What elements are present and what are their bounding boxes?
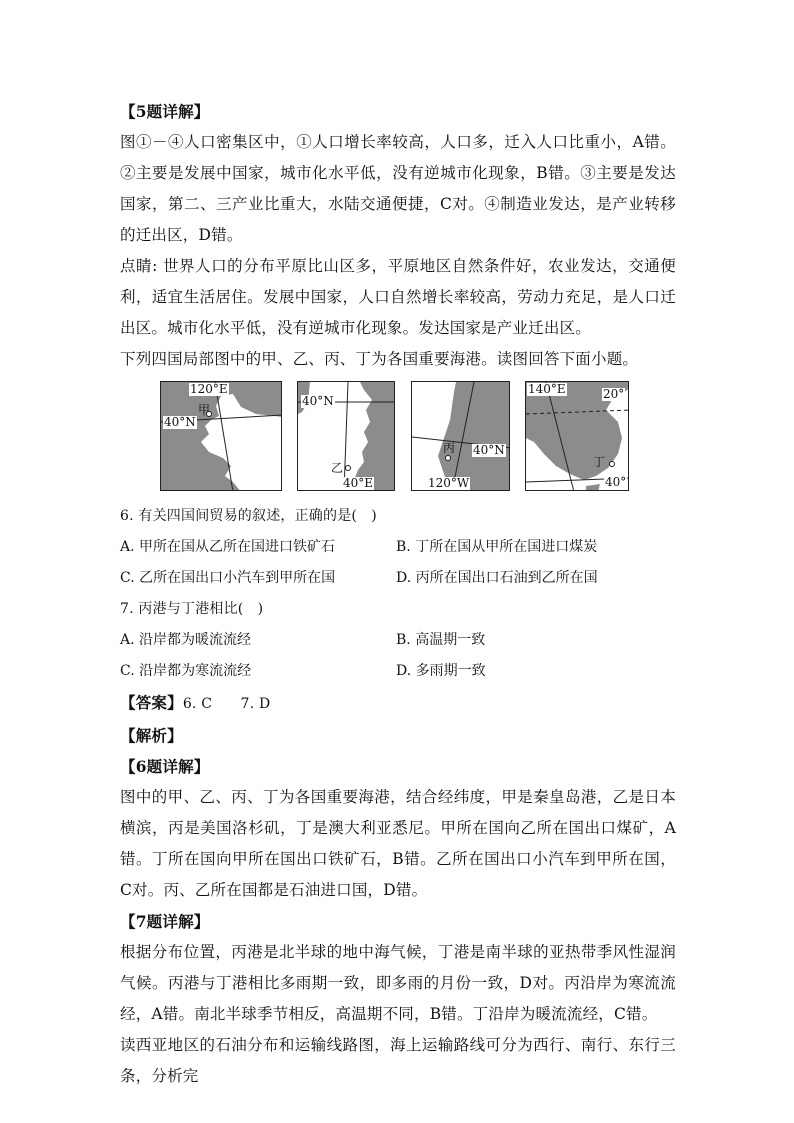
map3-lon-label: 120°W [428,476,470,490]
four-maps-figure [160,381,676,493]
map1-port-label: 甲 [198,403,211,417]
q6-stem: 6. 有关四国间贸易的叙述，正确的是( ) [120,508,377,524]
q7-option-a: A. 沿岸都为暖流流经 [120,632,252,648]
map2-lat-label: 40°N [302,394,334,408]
map4-lat1-label: 20° [603,387,625,401]
q7-options-row2 [120,656,676,687]
map4-lat2-label: 40° [605,475,627,489]
map4-lon-label: 140°E [528,382,566,396]
q6-option-d: D. 丙所在国出口石油到乙所在国 [396,570,598,586]
map3-lat-label: 40°N [473,443,505,457]
sec7-body: 根据分布位置，丙港是北半球的地中海气候，丁港是南半球的亚热带季风性湿润气候。丙港与丁港相比多雨期一致，即多雨的月份一致，D对。丙沿岸为寒流流经，A错。南北半球季节相反，高温期不同，B错。丁沿岸为暖流流经，C错。 [120,943,676,1023]
question-intro: 下列四国局部图中的甲、乙、丙、丁为各国重要海港。读图回答下面小题。 [120,350,639,368]
q6-options-row2 [120,563,676,594]
sec5-body: 图①－④人口密集区中，①人口增长率较高，人口多，迁入人口比重小，A错。②主要是发展中国家，城市化水平低，没有逆城市化现象，B错。③主要是发达国家，第二、三产业比重大，水陆交通便捷，C对。④制造业发达，是产业转移的迁出区，D错。 [120,133,676,244]
q7-options-row1 [120,625,676,656]
q6-option-b: B. 丁所在国从甲所在国进口煤炭 [396,539,598,555]
document-page [120,96,676,1092]
last-line: 读西亚地区的石油分布和运输线路图，海上运输路线可分为西行、南行、东行三条，分析完 [120,1036,676,1085]
map-yi [297,381,395,491]
q7-option-b: B. 高温期一致 [396,632,486,648]
map-ding [525,381,629,491]
jiexi-title: 【解析】 [120,726,183,745]
sec6-body: 图中的甲、乙、丙、丁为各国重要海港，结合经纬度，甲是秦皇岛港，乙是日本横滨，丙是美国洛杉矶，丁是澳大利亚悉尼。甲所在国向乙所在国出口煤矿，A错。丁所在国向甲所在国出口铁矿石，B错。乙所在国出口小汽车到甲所在国，C对。丙、乙所在国都是石油进口国，D错。 [120,788,676,899]
q6-options-row1 [120,532,676,563]
map4-port-label: 丁 [593,455,606,469]
map1-lat-label: 40°N [164,415,196,429]
q7-option-c: C. 沿岸都为寒流流经 [120,663,252,679]
sec5-title: 【5题详解】 [120,102,210,121]
map-bing [411,381,510,491]
q6-option-a: A. 甲所在国从乙所在国进口铁矿石 [120,539,336,555]
map2-port-label: 乙 [331,461,344,475]
answer-label: 【答案】 [120,693,183,712]
answer-text: 6. C 7. D [182,696,271,712]
map3-port-label: 丙 [443,441,456,455]
q6-option-c: C. 乙所在国出口小汽车到甲所在国 [120,570,336,586]
map1-lon-label: 120°E [190,382,228,396]
answer-line [120,687,676,720]
map-jia [160,381,282,491]
q7-option-d: D. 多雨期一致 [396,663,486,679]
sec6-title: 【6题详解】 [120,757,210,776]
sec7-title: 【7题详解】 [120,912,210,931]
dianjing-note: 点睛: 世界人口的分布平原比山区多，平原地区自然条件好，农业发达，交通便利，适宜生活居住。发展中国家，人口自然增长率较高，劳动力充足，是人口迁出区。城市化水平低，没有逆城市化现象。发达国家是产业迁出区。 [120,257,676,337]
q7-stem: 7. 丙港与丁港相比( ) [120,601,264,617]
map2-lon-label: 40°E [343,476,374,490]
